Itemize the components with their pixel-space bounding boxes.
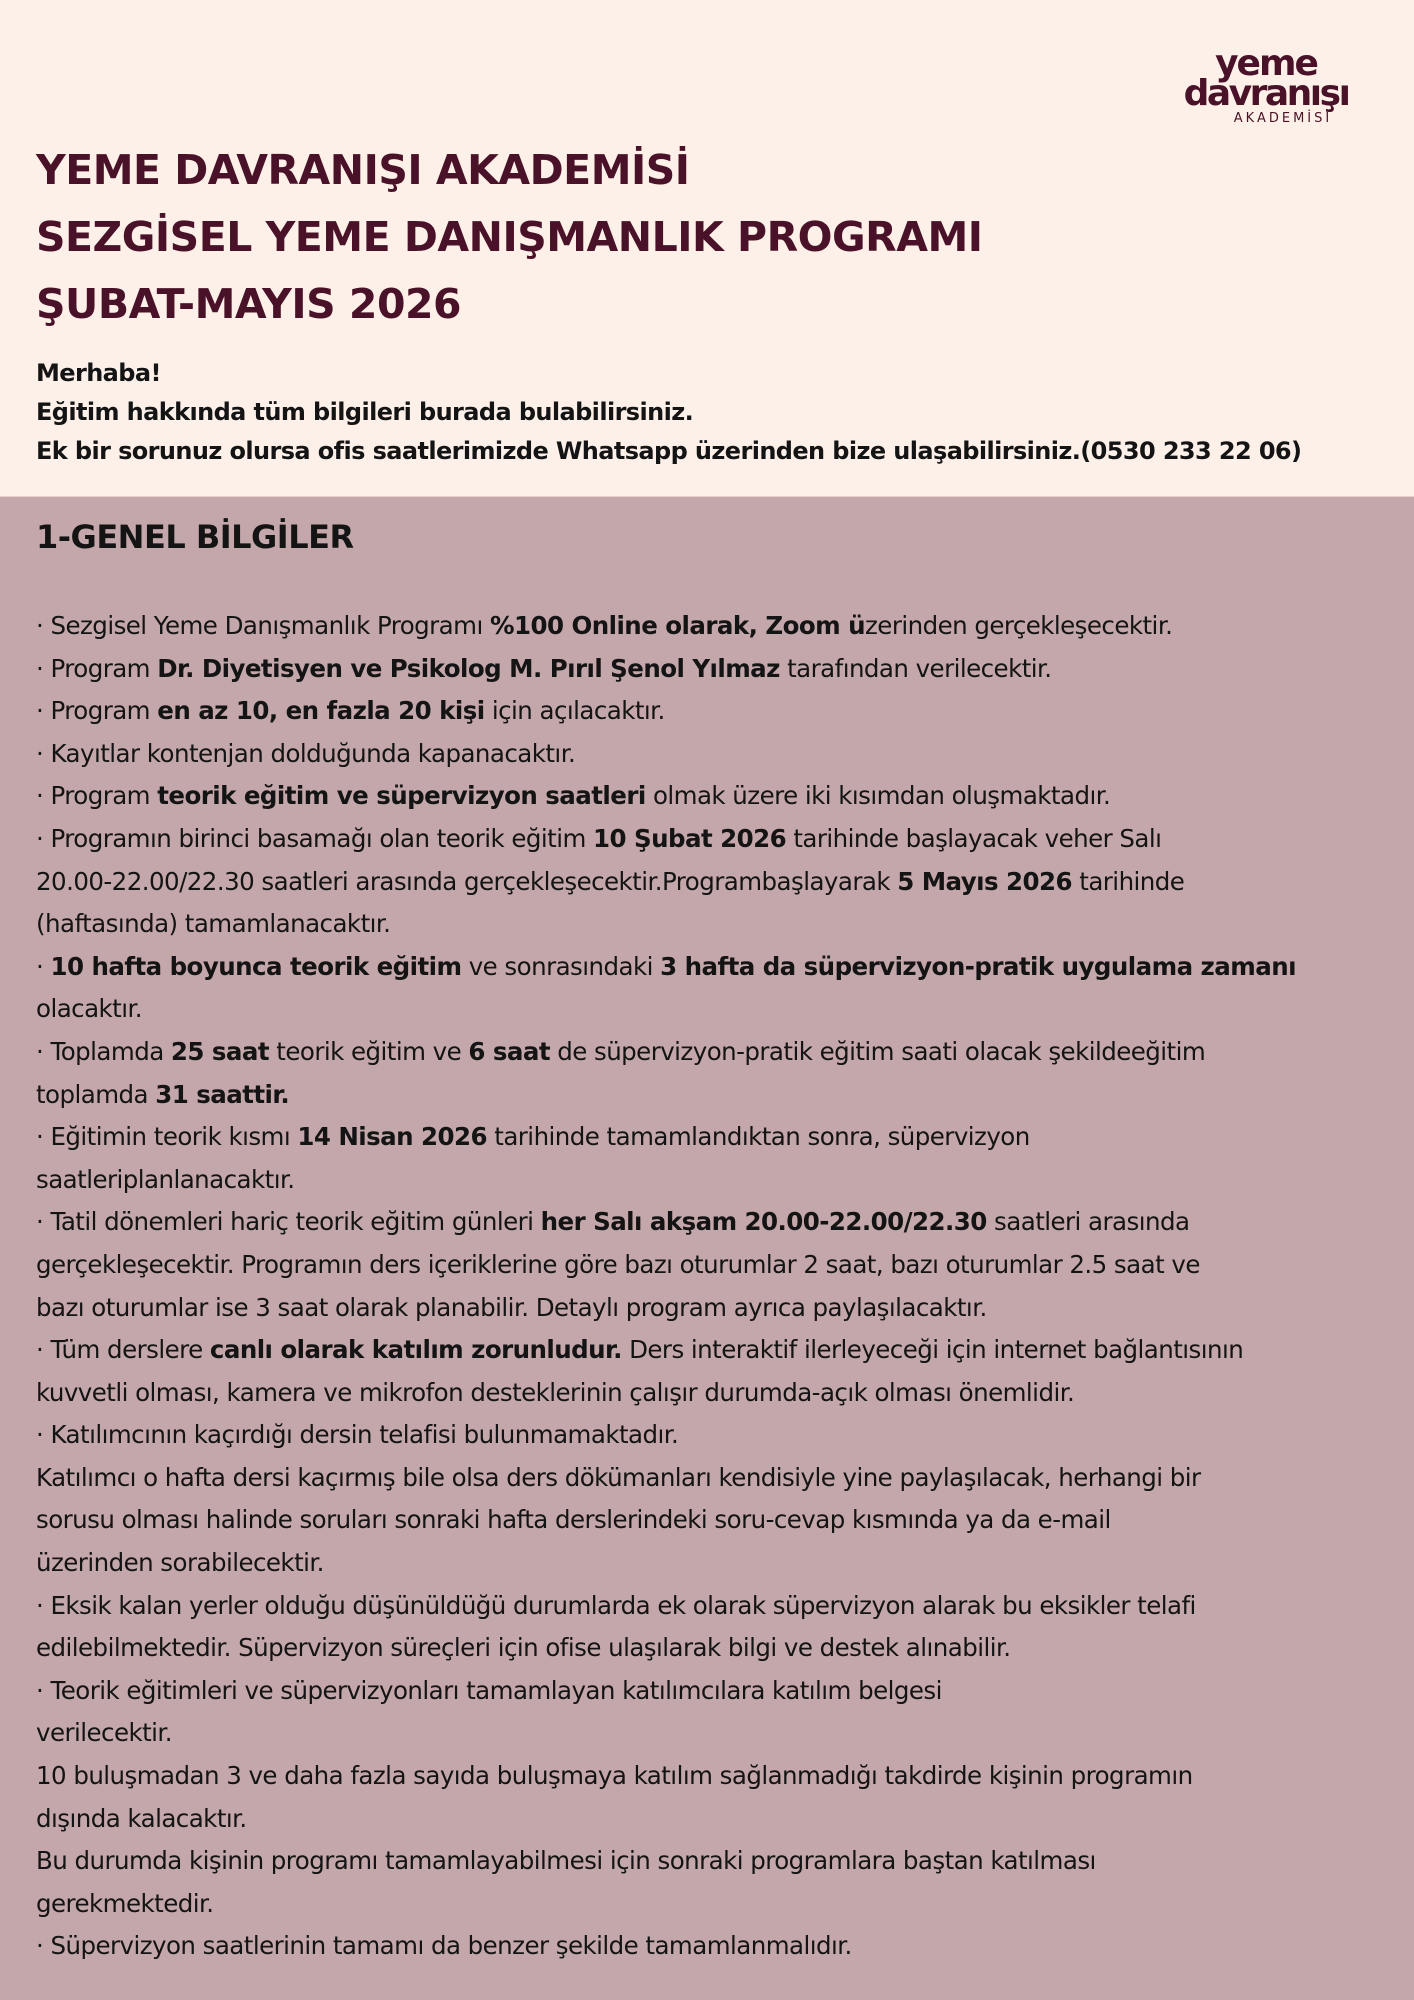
content-line: [36, 1712, 1396, 1755]
text: toplamda: [36, 1079, 156, 1109]
text: tarihinde: [1072, 866, 1185, 896]
content-line: [36, 1670, 1396, 1713]
bold-text: %100 Online olarak, Zoom ü: [489, 611, 865, 640]
bold-text: 31 saattir.: [155, 1079, 290, 1109]
bold-text: en az 10, en fazla 20 kişi: [157, 696, 485, 726]
text: · Tatil dönemleri hariç teorik eğitim günleri: [36, 1207, 541, 1237]
intro-contact: Ek bir sorunuz olursa ofis saatlerimizde Whatsapp üzerinden bize ulaşabilirsiniz.(0530 233 22 06): [36, 437, 1302, 465]
content-line: [36, 1457, 1396, 1500]
text: · Program: [36, 653, 158, 683]
content-line: [36, 1755, 1396, 1798]
text: 20.00-22.00/22.30 saatleri arasında gerçekleşecektir.Programbaşlayarak: [36, 866, 898, 896]
text: · Süpervizyon saatlerinin tamamı da benzer şekilde tamamlanmalıdır.: [36, 1931, 852, 1961]
content-line: [36, 1542, 1396, 1585]
content-line: [36, 1201, 1396, 1244]
section-heading: 1-GENEL BİLGİLER: [36, 518, 354, 556]
text: · Program: [36, 781, 158, 811]
content-line: [36, 1414, 1396, 1457]
text: tarihinde başlayacak veher Salı: [786, 823, 1162, 853]
bold-text: 6 saat: [468, 1036, 550, 1066]
text: tarafından verilecektir.: [779, 653, 1052, 683]
text: · Program: [36, 696, 158, 726]
content-line: [36, 1840, 1396, 1883]
content-line: [36, 1329, 1396, 1372]
logo-line-akademisi: AKADEMİSİ: [1233, 111, 1333, 126]
content-line: [36, 1372, 1396, 1415]
content-line: [36, 903, 1396, 946]
text: · Eksik kalan yerler olduğu düşünüldüğü durumlarda ek olarak süpervizyon alarak bu eksikler telafi: [36, 1590, 1196, 1620]
bold-text: 10 hafta boyunca teorik eğitim: [50, 951, 462, 981]
text: · Programın birinci basamağı olan teorik eğitim: [36, 823, 594, 853]
text: Ders interaktif ilerleyeceği için internet bağlantısının: [621, 1335, 1244, 1365]
bold-text: 25 saat: [170, 1036, 270, 1066]
text: · Tüm derslere: [36, 1335, 210, 1365]
content-line: [36, 1627, 1396, 1670]
text: · Toplamda: [36, 1036, 171, 1066]
content-line: [36, 1287, 1396, 1330]
text: verilecektir.: [36, 1718, 172, 1748]
bold-text: her Salı akşam 20.00-22.00/22.30: [540, 1207, 987, 1237]
content-line: [36, 1244, 1396, 1287]
text: · Eğitimin teorik kısmı: [36, 1122, 298, 1152]
content-line: [36, 690, 1396, 733]
content-line: [36, 1925, 1396, 1968]
text: gerekmektedir.: [36, 1888, 214, 1918]
intro-info: Eğitim hakkında tüm bilgileri burada bulabilirsiniz.: [36, 398, 694, 426]
content-line: [36, 648, 1396, 691]
content-line: [36, 733, 1396, 776]
text: saatleriplanlanacaktır.: [36, 1164, 295, 1194]
text: (haftasında) tamamlanacaktır.: [36, 909, 391, 939]
text: edilebilmektedir. Süpervizyon süreçleri için ofise ulaşılarak bilgi ve destek alınabilir.: [36, 1633, 1011, 1663]
content-line: [36, 988, 1396, 1031]
text: · Sezgisel Yeme Danışmanlık Programı: [36, 611, 490, 640]
bold-text: canlı olarak katılım zorunludur.: [209, 1335, 622, 1365]
text: olacaktır.: [36, 994, 143, 1024]
content-line: [36, 861, 1396, 904]
text: zerinden gerçekleşecektir.: [864, 611, 1173, 640]
text: dışında kalacaktır.: [36, 1803, 247, 1833]
text: · Teorik eğitimleri ve süpervizyonları tamamlayan katılımcılara katılım belgesi: [36, 1675, 942, 1705]
text: kuvvetli olması, kamera ve mikrofon desteklerinin çalışır durumda-açık olması önemlidir.: [36, 1377, 1075, 1407]
bold-text: 3 hafta da süpervizyon-pratik uygulama zamanı: [660, 951, 1296, 981]
bold-text: teorik eğitim ve süpervizyon saatleri: [157, 781, 646, 811]
intro-greeting: Merhaba!: [36, 359, 161, 387]
content-line: [36, 1883, 1396, 1926]
text: sorusu olması halinde soruları sonraki hafta derslerindeki soru-cevap kısmında ya da e-mail: [36, 1505, 1111, 1535]
text: Bu durumda kişinin programı tamamlayabilmesi için sonraki programlara baştan katılması: [36, 1846, 1096, 1876]
title-line-dates: ŞUBAT-MAYIS 2026: [36, 280, 462, 328]
text: · Katılımcının kaçırdığı dersin telafisi bulunmamaktadır.: [36, 1420, 679, 1450]
content-line: [36, 946, 1396, 989]
content-line: [36, 1798, 1396, 1841]
bold-text: Dr. Diyetisyen ve Psikolog M. Pırıl Şenol Yılmaz: [157, 653, 780, 683]
bold-text: 10 Şubat 2026: [593, 823, 787, 853]
content-line: [36, 1585, 1396, 1628]
text: ·: [36, 951, 51, 981]
content-line: [36, 818, 1396, 861]
content-line: [36, 1499, 1396, 1542]
title-line-academy: YEME DAVRANIŞI AKADEMİSİ: [36, 146, 690, 194]
content-line: [36, 1116, 1396, 1159]
brand-logo: [1176, 43, 1356, 126]
bold-text: 5 Mayıs 2026: [897, 866, 1073, 896]
bold-text: 14 Nisan 2026: [297, 1122, 488, 1152]
header-banner: [0, 0, 1414, 497]
text: gerçekleşecektir. Programın ders içeriklerine göre bazı oturumlar 2 saat, bazı oturumlar 2.5 saat ve: [36, 1249, 1200, 1279]
page-title: [36, 137, 983, 338]
text: · Kayıtlar kontenjan dolduğunda kapanacaktır.: [36, 738, 576, 768]
content-line: [36, 1159, 1396, 1202]
title-line-program: SEZGİSEL YEME DANIŞMANLIK PROGRAMI: [36, 213, 983, 261]
text: olmak üzere iki kısımdan oluşmaktadır.: [645, 781, 1111, 811]
content-line: [36, 1031, 1396, 1074]
text: ve sonrasındaki: [461, 951, 661, 981]
text: 10 buluşmadan 3 ve daha fazla sayıda buluşmaya katılım sağlanmadığı takdirde kişinin programın: [36, 1761, 1193, 1791]
content-line: [36, 605, 1396, 648]
section-content: [36, 605, 1396, 1968]
text: tarihinde tamamlandıktan sonra, süpervizyon: [487, 1122, 1030, 1152]
text: için açılacaktır.: [484, 696, 665, 726]
logo-line-yeme: yeme: [1215, 43, 1317, 84]
text: üzerinden sorabilecektir.: [36, 1548, 324, 1578]
text: saatleri arasında: [986, 1207, 1190, 1237]
text: bazı oturumlar ise 3 saat olarak planabilir. Detaylı program ayrıca paylaşılacaktır.: [36, 1292, 987, 1322]
text: teorik eğitim ve: [269, 1036, 469, 1066]
text: Katılımcı o hafta dersi kaçırmış bile olsa ders dökümanları kendisiyle yine paylaşılacak, herhangi bir: [36, 1462, 1201, 1492]
content-line: [36, 1074, 1396, 1117]
text: de süpervizyon-pratik eğitim saati olacak şekildeeğitim: [549, 1036, 1206, 1066]
logo-line-davranisi: davranışı: [1183, 73, 1349, 114]
content-line: [36, 775, 1396, 818]
intro-text: [36, 354, 1301, 471]
